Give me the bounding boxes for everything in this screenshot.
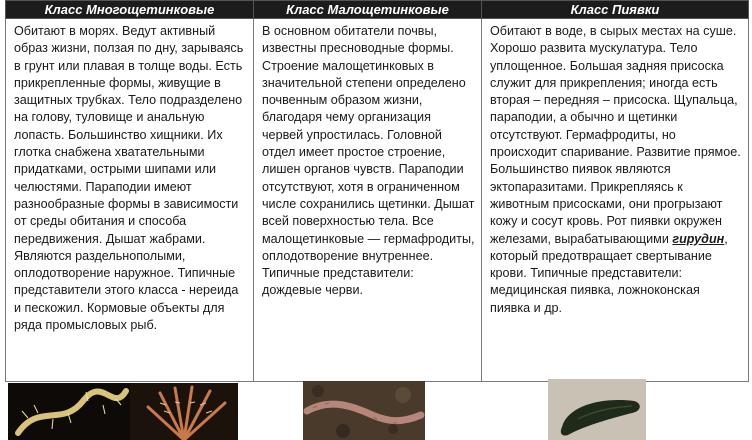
leeches-text (490, 23, 742, 317)
leeches-text-part1: Обитают в воде, в сырых местах на суше. Хорошо развита мускулатура. Тело уплощенное. Большая задняя присоска служит для прикрепления; иногда есть вторая – передняя – присоска. Щупальца, параподии, а обычно и щетинки отсутствуют. Гермафродиты, но происходит спаривание. Развитие прямое. Большинство пиявок являются эктопаразитами. Прикрепляясь к животным присосками, они прогрызают кожу и сосут кровь. Рот пиявки окружен железами, вырабатывающими (490, 24, 741, 246)
header-oligochaetes: Класс Малощетинковые (254, 1, 482, 19)
header-row (6, 1, 749, 19)
earthworm-photo-icon (303, 381, 425, 440)
header-leeches: Класс Пиявки (482, 1, 749, 19)
description-row (6, 19, 749, 382)
cell-leeches (482, 19, 749, 382)
header-polychaetes: Класс Многощетинковые (6, 1, 254, 19)
leeches-text-part2: , который предотвращает свертывание крови. Типичные представители: медицинская пиявка, ложноконская пиявка и др. (490, 231, 728, 315)
nereid-photo-icon (8, 383, 130, 440)
hirudin-keyword: гирудин (672, 231, 725, 246)
oligochaetes-text: В основном обитатели почвы, известны пресноводные формы. Строение малощетинковых в значительной степени определено почвенным образом жизни, благодаря чему организация червей упростилась. Головной отдел имеет простое строение, лишен органов чувств. Параподии отсутствуют, хотя в ограниченном числе сохранились щетинки. Дышат всей поверхностью тела. Все малощетинковые — гермафродиты, оплодотворение внутреннее. Типичные представители: дождевые черви. (262, 24, 475, 298)
tubeworm-photo-icon (130, 383, 238, 440)
cell-polychaetes (6, 19, 254, 382)
worm-classes-table (5, 0, 749, 382)
leech-photo-icon (548, 379, 646, 440)
polychaetes-text: Обитают в морях. Ведут активный образ жизни, ползая по дну, зарываясь в грунт или плавая в толще воды. Есть прикрепленные формы, живущие в защитных трубках. Тело подразделено на голову, туловище и анальную лопасть. Большинство хищники. Их глотка снабжена хватательными придатками, острыми шипами или челюстями. Параподии имеют разнообразные формы в зависимости от среды обитания и способа передвижения. Дышат жабрами. Являются раздельнополыми, оплодотворение наружное. Типичные представители этого класса - нереида и пескожил. Кормовые объекты для ряда промысловых рыб. (14, 24, 244, 333)
cell-oligochaetes (254, 19, 482, 382)
